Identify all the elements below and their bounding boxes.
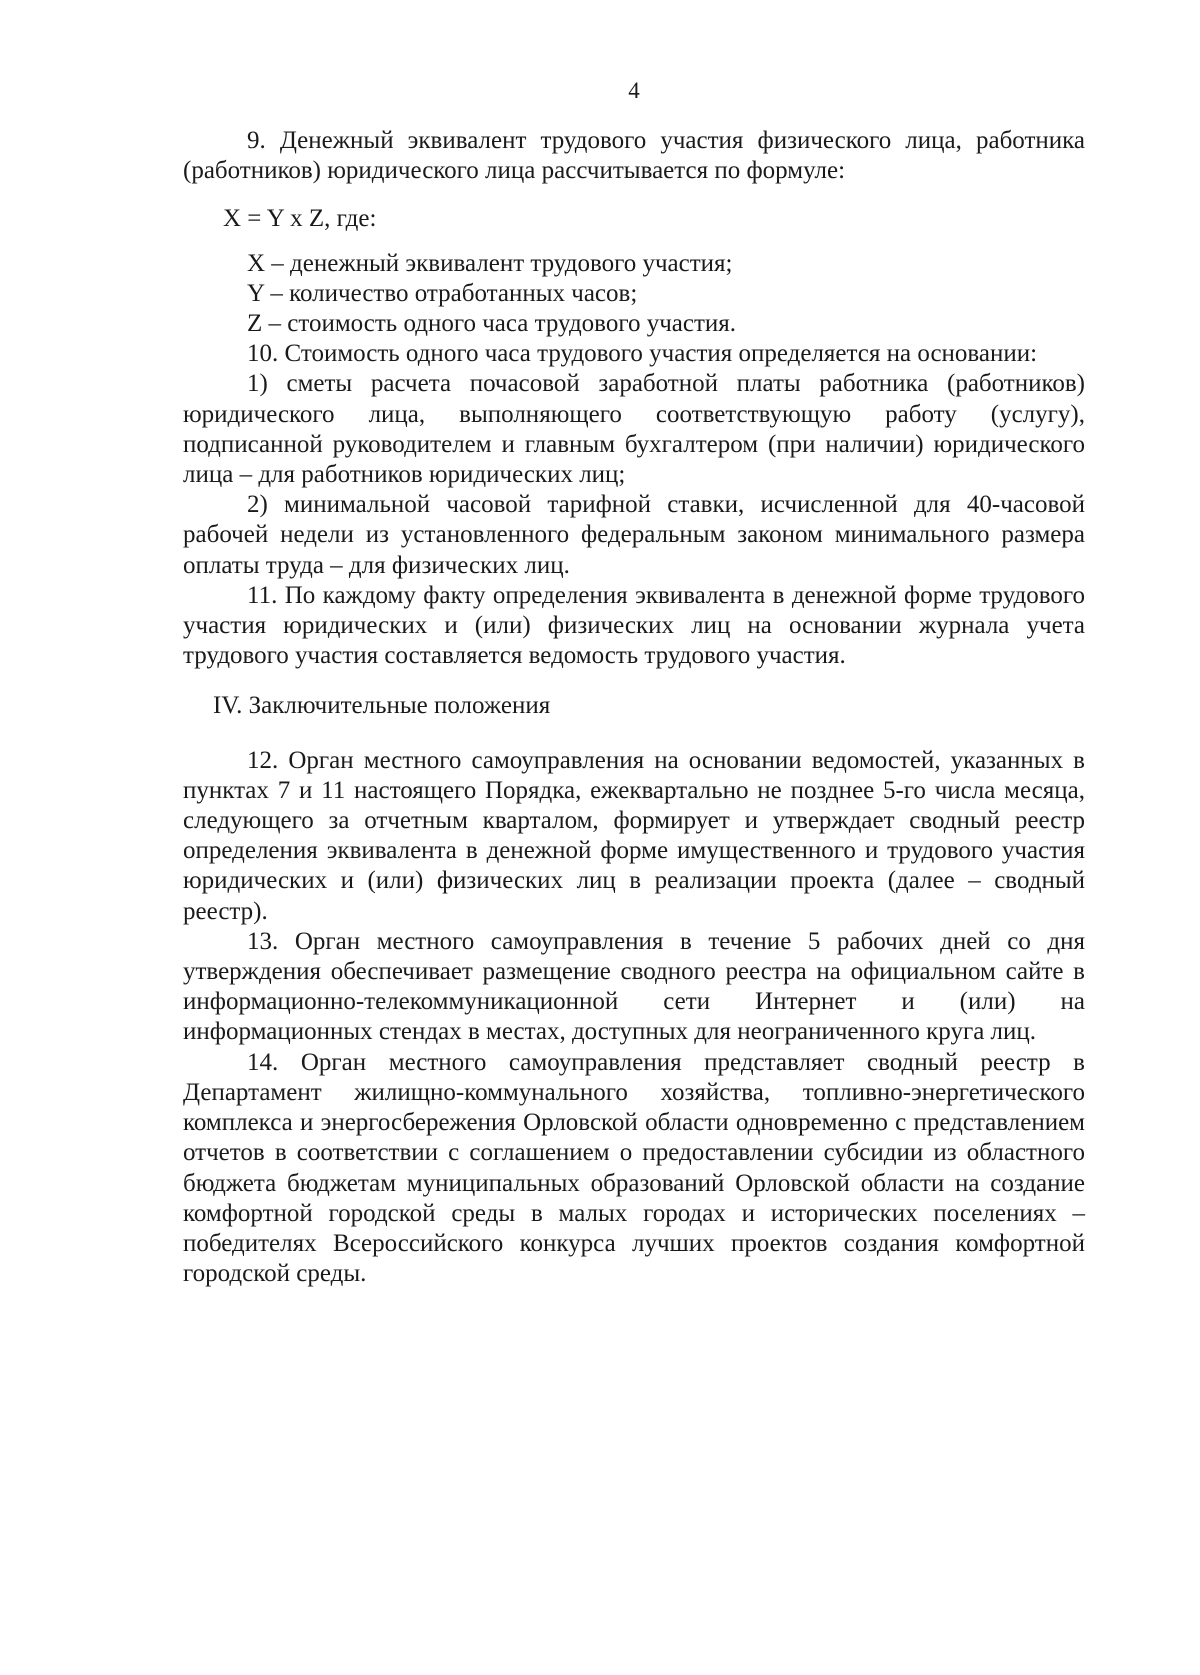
paragraph-12: 12. Орган местного самоуправления на основании ведомостей, указанных в пунктах 7 и 11 настоящего Порядка, ежеквартально не позднее 5-го числа месяца, следующего за отчетным кварталом, формирует и утверждает сводный реестр определения эквивалента в денежной форме имущественного и трудового участия юридических и (или) физических лиц в реализации проекта (далее – сводный реестр). xyxy=(183,746,1085,925)
formula: X = Y x Z, где: xyxy=(223,205,377,233)
paragraph-11: 11. По каждому факту определения эквивалента в денежной форме трудового участия юридических и (или) физических лиц на основании журнала учета трудового участия составляется ведомость трудового участия. xyxy=(183,581,1085,670)
section-heading: IV. Заключительные положения xyxy=(213,692,551,720)
paragraph-14: 14. Орган местного самоуправления представляет сводный реестр в Департамент жилищно-коммунального хозяйства, топливно-энергетического комплекса и энергосбережения Орловской области одновременно с представлением отчетов в соответствии с соглашением о предоставлении субсидии из областного бюджета бюджетам муниципальных образований Орловской области на создание комфортной городской среды в малых городах и исторических поселениях – победителях Всероссийского конкурса лучших проектов создания комфортной городской среды. xyxy=(183,1048,1085,1288)
paragraph-10-item-1: 1) сметы расчета почасовой заработной платы работника (работников) юридического лица, выполняющего соответствующую работу (услугу), подписанной руководителем и главным бухгалтером (при наличии) юридического лица – для работников юридических лиц; xyxy=(183,370,1085,489)
document-body xyxy=(183,126,1085,1289)
definition-z: Z – стоимость одного часа трудового участия. xyxy=(247,310,737,338)
definition-y: Y – количество отработанных часов; xyxy=(247,279,638,307)
paragraph-9: 9. Денежный эквивалент трудового участия физического лица, работника (работников) юридического лица рассчитывается по формуле: xyxy=(183,127,1085,185)
paragraph-13: 13. Орган местного самоуправления в течение 5 рабочих дней со дня утверждения обеспечивает размещение сводного реестра на официальном сайте в информационно-телекоммуникационной сети Интернет и (или) на информационных стендах в местах, доступных для неограниченного круга лиц. xyxy=(183,927,1085,1046)
paragraph-10-item-2: 2) минимальной часовой тарифной ставки, исчисленной для 40-часовой рабочей недели из установленного федеральным законом минимального размера оплаты труда – для физических лиц. xyxy=(183,491,1085,579)
paragraph-10: 10. Стоимость одного часа трудового участия определяется на основании: xyxy=(247,340,1038,368)
page-number: 4 xyxy=(628,78,640,103)
definition-x: X – денежный эквивалент трудового участия; xyxy=(247,249,733,277)
